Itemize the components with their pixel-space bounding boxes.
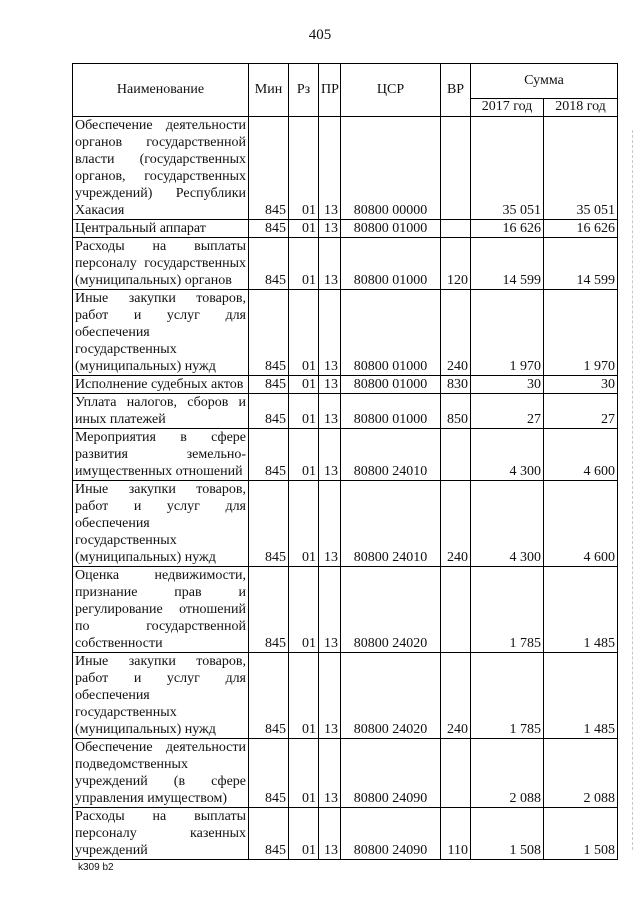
- row-sum-2017: 4 300: [471, 429, 544, 481]
- budget-table: [72, 63, 618, 860]
- row-name: Мероприятия в сфере развития земельно-имущественных отношений: [73, 429, 249, 481]
- row-vr: [441, 567, 471, 653]
- header-min: Мин: [249, 64, 289, 117]
- header-year-2017: 2017 год: [471, 98, 544, 116]
- row-min: 845: [249, 429, 289, 481]
- row-pr: 13: [319, 290, 341, 376]
- row-vr: 240: [441, 653, 471, 739]
- row-rz: 01: [289, 376, 319, 394]
- row-min: 845: [249, 290, 289, 376]
- table-row: [73, 481, 618, 567]
- header-pr: ПР: [319, 64, 341, 117]
- row-csr: 80800 01000: [341, 220, 441, 238]
- table-row: [73, 739, 618, 808]
- page-edge-marks: [632, 130, 634, 850]
- table-row: [73, 290, 618, 376]
- row-csr: 80800 24090: [341, 808, 441, 860]
- table-row: [73, 117, 618, 220]
- row-min: 845: [249, 238, 289, 290]
- table-row: [73, 808, 618, 860]
- row-sum-2017: 1 508: [471, 808, 544, 860]
- table-body: [73, 117, 618, 860]
- row-rz: 01: [289, 481, 319, 567]
- row-sum-2018: 14 599: [544, 238, 618, 290]
- row-vr: 830: [441, 376, 471, 394]
- row-csr: 80800 01000: [341, 290, 441, 376]
- row-vr: [441, 739, 471, 808]
- row-csr: 80800 01000: [341, 394, 441, 429]
- row-rz: 01: [289, 739, 319, 808]
- row-sum-2018: 1 485: [544, 567, 618, 653]
- row-sum-2017: 1 785: [471, 653, 544, 739]
- row-rz: 01: [289, 808, 319, 860]
- row-sum-2018: 27: [544, 394, 618, 429]
- header-name: Наименование: [73, 64, 249, 117]
- row-name: Исполнение судебных актов: [73, 376, 249, 394]
- row-pr: 13: [319, 117, 341, 220]
- header-sum: Сумма: [471, 64, 618, 99]
- row-csr: 80800 24010: [341, 429, 441, 481]
- row-min: 845: [249, 567, 289, 653]
- row-min: 845: [249, 220, 289, 238]
- row-rz: 01: [289, 238, 319, 290]
- row-vr: 240: [441, 481, 471, 567]
- header-rz: Рз: [289, 64, 319, 117]
- row-name: Иные закупки товаров, работ и услуг для обеспечения государственных (муниципальных) нужд: [73, 481, 249, 567]
- row-csr: 80800 24010: [341, 481, 441, 567]
- row-sum-2018: 35 051: [544, 117, 618, 220]
- header-year-2018: 2018 год: [544, 98, 618, 116]
- row-min: 845: [249, 739, 289, 808]
- row-sum-2017: 27: [471, 394, 544, 429]
- table-row: [73, 429, 618, 481]
- row-name: Обеспечение деятельности органов государственной власти (государственных органов, государственных учреждений) Республики Хакасия: [73, 117, 249, 220]
- row-csr: 80800 01000: [341, 238, 441, 290]
- row-pr: 13: [319, 481, 341, 567]
- row-pr: 13: [319, 429, 341, 481]
- table-row: [73, 653, 618, 739]
- row-pr: 13: [319, 567, 341, 653]
- row-name: Расходы на выплаты персоналу государственных (муниципальных) органов: [73, 238, 249, 290]
- row-vr: 240: [441, 290, 471, 376]
- row-sum-2018: 1 485: [544, 653, 618, 739]
- row-pr: 13: [319, 739, 341, 808]
- table-row: [73, 220, 618, 238]
- page-number: 405: [308, 27, 332, 43]
- row-name: Обеспечение деятельности подведомственных учреждений (в сфере управления имуществом): [73, 739, 249, 808]
- row-pr: 13: [319, 394, 341, 429]
- row-name: Расходы на выплаты персоналу казенных учреждений: [73, 808, 249, 860]
- row-rz: 01: [289, 290, 319, 376]
- row-sum-2018: 1 970: [544, 290, 618, 376]
- row-sum-2018: 30: [544, 376, 618, 394]
- row-min: 845: [249, 481, 289, 567]
- row-vr: 850: [441, 394, 471, 429]
- row-sum-2017: 1 785: [471, 567, 544, 653]
- header-vr: ВР: [441, 64, 471, 117]
- row-sum-2017: 30: [471, 376, 544, 394]
- table-row: [73, 238, 618, 290]
- row-sum-2018: 4 600: [544, 481, 618, 567]
- row-sum-2017: 14 599: [471, 238, 544, 290]
- row-csr: 80800 00000: [341, 117, 441, 220]
- row-csr: 80800 24090: [341, 739, 441, 808]
- row-sum-2017: 35 051: [471, 117, 544, 220]
- row-min: 845: [249, 808, 289, 860]
- row-rz: 01: [289, 394, 319, 429]
- table-row: [73, 376, 618, 394]
- row-csr: 80800 24020: [341, 653, 441, 739]
- row-sum-2017: 16 626: [471, 220, 544, 238]
- row-name: Уплата налогов, сборов и иных платежей: [73, 394, 249, 429]
- row-sum-2017: 2 088: [471, 739, 544, 808]
- row-vr: [441, 117, 471, 220]
- header-csr: ЦСР: [341, 64, 441, 117]
- row-min: 845: [249, 117, 289, 220]
- row-name: Иные закупки товаров, работ и услуг для обеспечения государственных (муниципальных) нужд: [73, 653, 249, 739]
- row-name: Оценка недвижимости, признание прав и регулирование отношений по государственной собственности: [73, 567, 249, 653]
- row-pr: 13: [319, 238, 341, 290]
- row-vr: 120: [441, 238, 471, 290]
- footer-code: k309 b2: [78, 862, 114, 873]
- row-rz: 01: [289, 567, 319, 653]
- table-row: [73, 567, 618, 653]
- row-name: Центральный аппарат: [73, 220, 249, 238]
- row-rz: 01: [289, 429, 319, 481]
- row-vr: [441, 429, 471, 481]
- table-row: [73, 394, 618, 429]
- row-sum-2017: 4 300: [471, 481, 544, 567]
- row-min: 845: [249, 653, 289, 739]
- row-rz: 01: [289, 653, 319, 739]
- row-pr: 13: [319, 376, 341, 394]
- row-name: Иные закупки товаров, работ и услуг для обеспечения государственных (муниципальных) нужд: [73, 290, 249, 376]
- row-vr: [441, 220, 471, 238]
- row-rz: 01: [289, 220, 319, 238]
- row-sum-2018: 4 600: [544, 429, 618, 481]
- row-sum-2018: 2 088: [544, 739, 618, 808]
- row-csr: 80800 24020: [341, 567, 441, 653]
- row-sum-2018: 1 508: [544, 808, 618, 860]
- row-sum-2018: 16 626: [544, 220, 618, 238]
- row-pr: 13: [319, 808, 341, 860]
- row-min: 845: [249, 376, 289, 394]
- row-csr: 80800 01000: [341, 376, 441, 394]
- row-vr: 110: [441, 808, 471, 860]
- row-pr: 13: [319, 653, 341, 739]
- row-sum-2017: 1 970: [471, 290, 544, 376]
- row-rz: 01: [289, 117, 319, 220]
- row-pr: 13: [319, 220, 341, 238]
- row-min: 845: [249, 394, 289, 429]
